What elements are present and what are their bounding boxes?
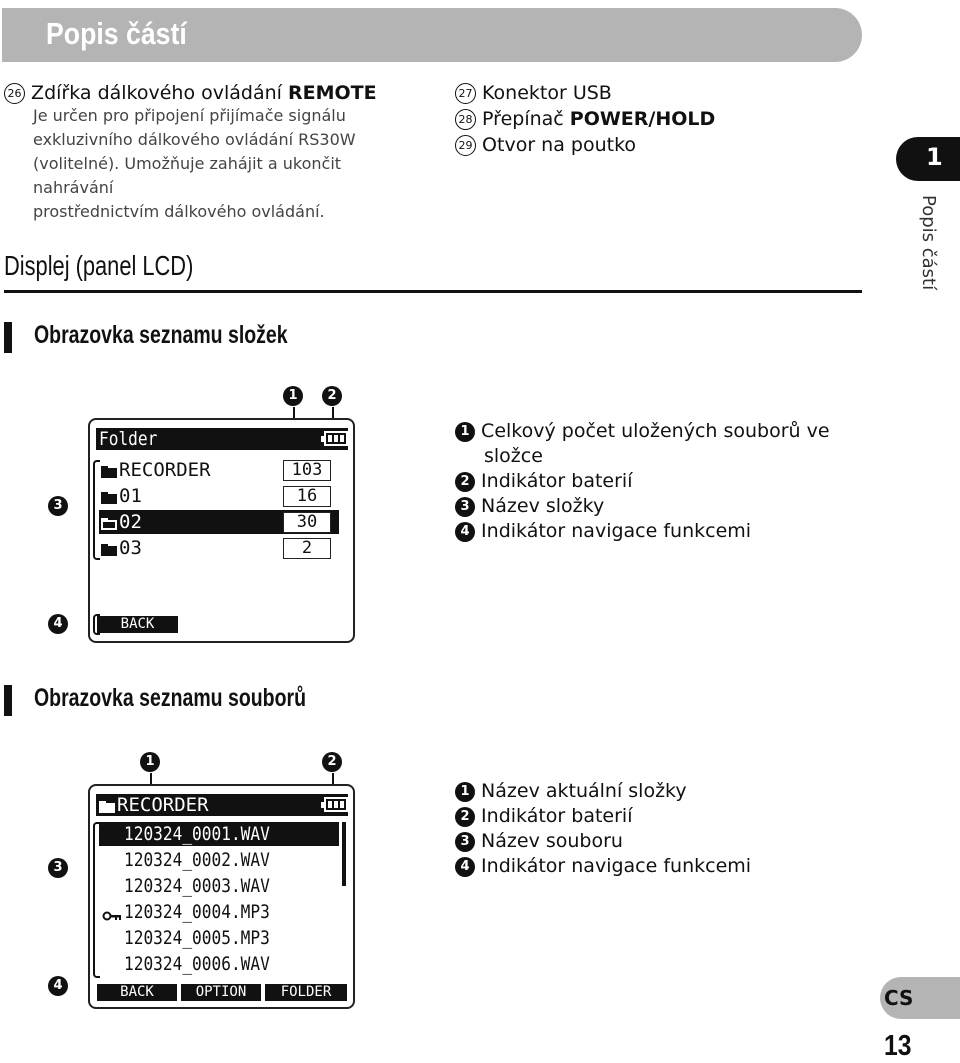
file-name: 120324_0002.WAV [124, 849, 270, 871]
folder-icon [101, 544, 117, 556]
softkey-folder[interactable]: FOLDER [265, 984, 347, 1001]
scrollbar[interactable] [342, 822, 346, 886]
subheading-bar [4, 322, 12, 353]
legend-item-4 [455, 519, 835, 544]
circled-number: 29 [455, 135, 476, 156]
legend-item-1 [455, 419, 835, 444]
file-count: 103 [283, 460, 331, 481]
desc-line: prostřednictvím dálkového ovládání. [33, 202, 325, 221]
folder-icon [101, 492, 117, 504]
chapter-number: 1 [926, 143, 943, 171]
legend-text: Název složky [481, 495, 605, 517]
callout-1: 1 [283, 386, 303, 406]
legend-item-2 [455, 469, 835, 494]
legend-text: Indikátor baterií [481, 470, 633, 492]
item-26-desc [33, 104, 424, 224]
folder-name: 01 [119, 485, 142, 507]
folder-row[interactable] [101, 484, 341, 508]
item-title-text: Přepínač [482, 108, 570, 130]
item-title-text: Otvor na poutko [482, 134, 637, 156]
file-name: 120324_0006.WAV [124, 953, 270, 975]
file-name: 120324_0003.WAV [124, 875, 270, 897]
file-count: 30 [283, 512, 331, 533]
folder-legend [455, 419, 835, 544]
callout-4: 4 [48, 614, 68, 634]
folder-icon [99, 801, 115, 813]
folder-open-icon [101, 518, 117, 530]
desc-line: (volitelné). Umožňuje zahájit a ukončit nahrávání [33, 154, 342, 197]
file-row-selected[interactable] [99, 822, 339, 846]
legend-text: Indikátor baterií [481, 805, 633, 827]
file-name: 120324_0004.MP3 [124, 901, 270, 923]
item-29 [455, 134, 835, 160]
legend-number: 4 [455, 522, 475, 542]
lcd-title: Folder [99, 428, 158, 450]
legend-number: 2 [455, 807, 475, 827]
callout-2: 2 [322, 752, 342, 772]
folder-screen-heading: Obrazovka seznamu složek [34, 321, 288, 349]
item-title-bold: POWER/HOLD [569, 108, 716, 130]
item-27 [455, 82, 835, 108]
legend-text: Název souboru [481, 830, 623, 852]
folder-name: 02 [119, 511, 142, 533]
legend-text: Celkový počet uložených souborů ve [481, 420, 830, 442]
folder-row[interactable] [101, 536, 341, 560]
folder-row[interactable] [101, 458, 341, 482]
file-name: 120324_0001.WAV [124, 823, 270, 845]
legend-text: Indikátor navigace funkcemi [481, 520, 752, 542]
legend-number: 1 [455, 422, 475, 442]
softkey-back[interactable]: BACK [97, 616, 178, 633]
header-bar [2, 8, 862, 62]
legend-item-2 [455, 804, 835, 829]
legend-text: Název aktuální složky [481, 780, 687, 802]
legend-text-continued: složce [484, 445, 543, 467]
file-name: 120324_0005.MP3 [124, 927, 270, 949]
folder-icon [101, 466, 117, 478]
section-title: Displej (panel LCD) [4, 250, 194, 281]
item-title-bold: REMOTE [288, 82, 377, 104]
legend-text: Indikátor navigace funkcemi [481, 855, 752, 877]
item-28 [455, 108, 835, 134]
folder-lcd [88, 418, 355, 643]
folder-name: 03 [119, 537, 142, 559]
legend-number: 1 [455, 782, 475, 802]
lcd-title-bar [96, 794, 348, 816]
softkey-option[interactable]: OPTION [181, 984, 261, 1001]
folder-row-selected[interactable] [99, 510, 339, 534]
battery-icon [324, 797, 348, 812]
callout-4: 4 [48, 976, 68, 996]
legend-item-4 [455, 854, 835, 879]
lcd-title-bar [96, 428, 348, 450]
items-right [455, 82, 835, 160]
legend-number: 3 [455, 832, 475, 852]
chapter-label: Popis částí [918, 195, 939, 291]
legend-item-1 [455, 779, 835, 804]
callout-1: 1 [140, 752, 160, 772]
legend-number: 2 [455, 472, 475, 492]
chapter-tab [896, 137, 960, 181]
folder-name: RECORDER [119, 459, 211, 481]
desc-line: Je určen pro připojení přijímače signálu [33, 106, 346, 125]
page-number: 13 [884, 1030, 912, 1062]
file-row[interactable] [99, 900, 339, 924]
legend-number: 4 [455, 857, 475, 877]
callout-2: 2 [322, 386, 342, 406]
callout-3: 3 [48, 858, 68, 878]
file-row[interactable] [99, 926, 339, 950]
callout-3: 3 [48, 496, 68, 516]
section-divider [4, 290, 862, 293]
file-legend [455, 779, 835, 879]
circled-number: 28 [455, 109, 476, 130]
file-row[interactable] [99, 874, 339, 898]
circled-number: 27 [455, 83, 476, 104]
file-count: 2 [283, 538, 331, 559]
file-row[interactable] [99, 848, 339, 872]
item-26 [4, 82, 424, 224]
softkey-back[interactable]: BACK [97, 984, 177, 1001]
item-26-title [4, 82, 424, 104]
legend-number: 3 [455, 497, 475, 517]
language-code: CS [884, 986, 914, 1010]
legend-item-3 [455, 494, 835, 519]
item-title-text: Konektor USB [482, 82, 612, 104]
key-lock-icon [102, 905, 122, 917]
file-count: 16 [283, 486, 331, 507]
page-title: Popis částí [46, 16, 187, 51]
lcd-title: RECORDER [117, 794, 209, 816]
circled-number: 26 [4, 83, 25, 104]
file-row[interactable] [99, 952, 339, 976]
file-lcd [88, 784, 355, 1009]
desc-line: exkluzivního dálkového ovládání RS30W [33, 130, 356, 149]
language-tab [880, 977, 960, 1019]
file-screen-heading: Obrazovka seznamu souborů [34, 684, 306, 712]
subheading-bar [4, 685, 12, 716]
legend-item-3 [455, 829, 835, 854]
item-title-text: Zdířka dálkového ovládání [31, 82, 288, 104]
battery-icon [324, 431, 348, 446]
